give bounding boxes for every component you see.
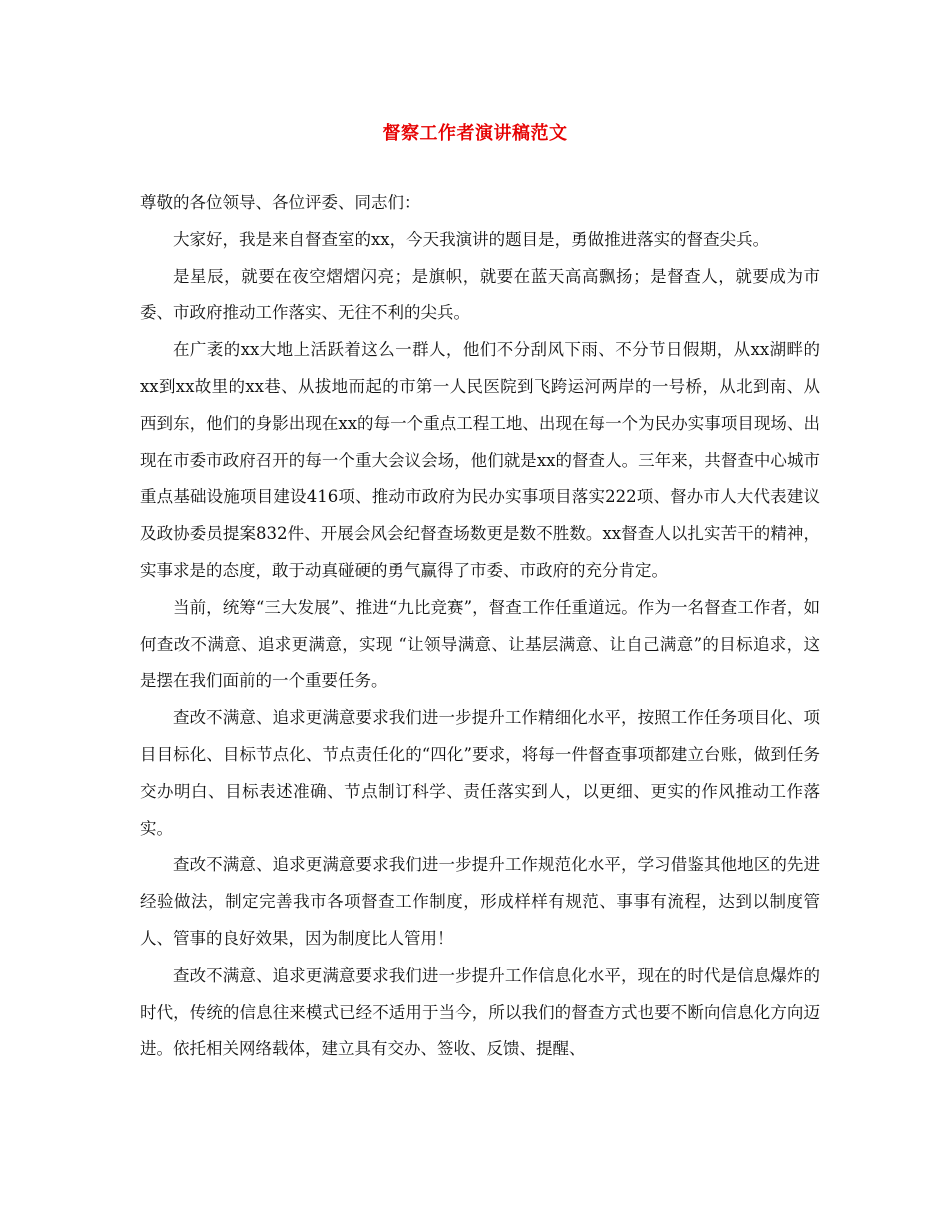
paragraph: 查改不满意、追求更满意要求我们进一步提升工作信息化水平，现在的时代是信息爆炸的时代，传统的信息往来模式已经不适用于当今，所以我们的督查方式也要不断向信息化方向迈进。依托相关网络载体，建立具有交办、签收、反馈、提醒、 [140, 965, 820, 1059]
paragraph: 是星辰，就要在夜空熠熠闪亮；是旗帜，就要在蓝天高高飘扬；是督查人，就要成为市委、市政府推动工作落实、无往不利的尖兵。 [140, 266, 820, 323]
paragraph: 在广袤的xx大地上活跃着这么一群人，他们不分刮风下雨、不分节日假期，从xx湖畔的xx到xx故里的xx巷、从拔地而起的市第一人民医院到飞跨运河两岸的一号桥，从北到南、从西到东，他们的身影出现在xx的每一个重点工程工地、出现在每一个为民办实事项目现场、出现在市委市政府召开的每一个重大会议会场，他们就是xx的督查人。三年来，共督查中心城市重点基础设施项目建设416项、推动市政府为民办实事项目落实222项、督办市人大代表建议及政协委员提案832件、开展会风会纪督查场数更是数不胜数。xx督查人以扎实苦干的精神，实事求是的态度，敢于动真碰硬的勇气赢得了市委、市政府的充分肯定。 [140, 340, 820, 580]
document-body [140, 185, 820, 1068]
paragraph: 查改不满意、追求更满意要求我们进一步提升工作规范化水平，学习借鉴其他地区的先进经验做法，制定完善我市各项督查工作制度，形成样样有规范、事事有流程，达到以制度管人、管事的良好效果，因为制度比人管用！ [140, 855, 820, 948]
paragraph: 查改不满意、追求更满意要求我们进一步提升工作精细化水平，按照工作任务项目化、项目目标化、目标节点化、节点责任化的“四化”要求，将每一件督查事项都建立台账，做到任务交办明白、目标表述准确、节点制订科学、责任落实到人，以更细、更实的作风推动工作落实。 [140, 708, 820, 838]
salutation: 尊敬的各位领导、各位评委、同志们： [140, 193, 421, 212]
paragraph: 大家好，我是来自督查室的xx，今天我演讲的题目是，勇做推进落实的督查尖兵。 [173, 229, 770, 249]
document-title: 督察工作者演讲稿范文 [382, 123, 568, 144]
paragraph: 当前，统筹“三大发展”、推进“九比竞赛”，督查工作任重道远。作为一名督查工作者，如何查改不满意、追求更满意，实现 “让领导满意、让基层满意、让自己满意”的目标追求，这是摆在我们面前的一个重要任务。 [140, 597, 820, 691]
